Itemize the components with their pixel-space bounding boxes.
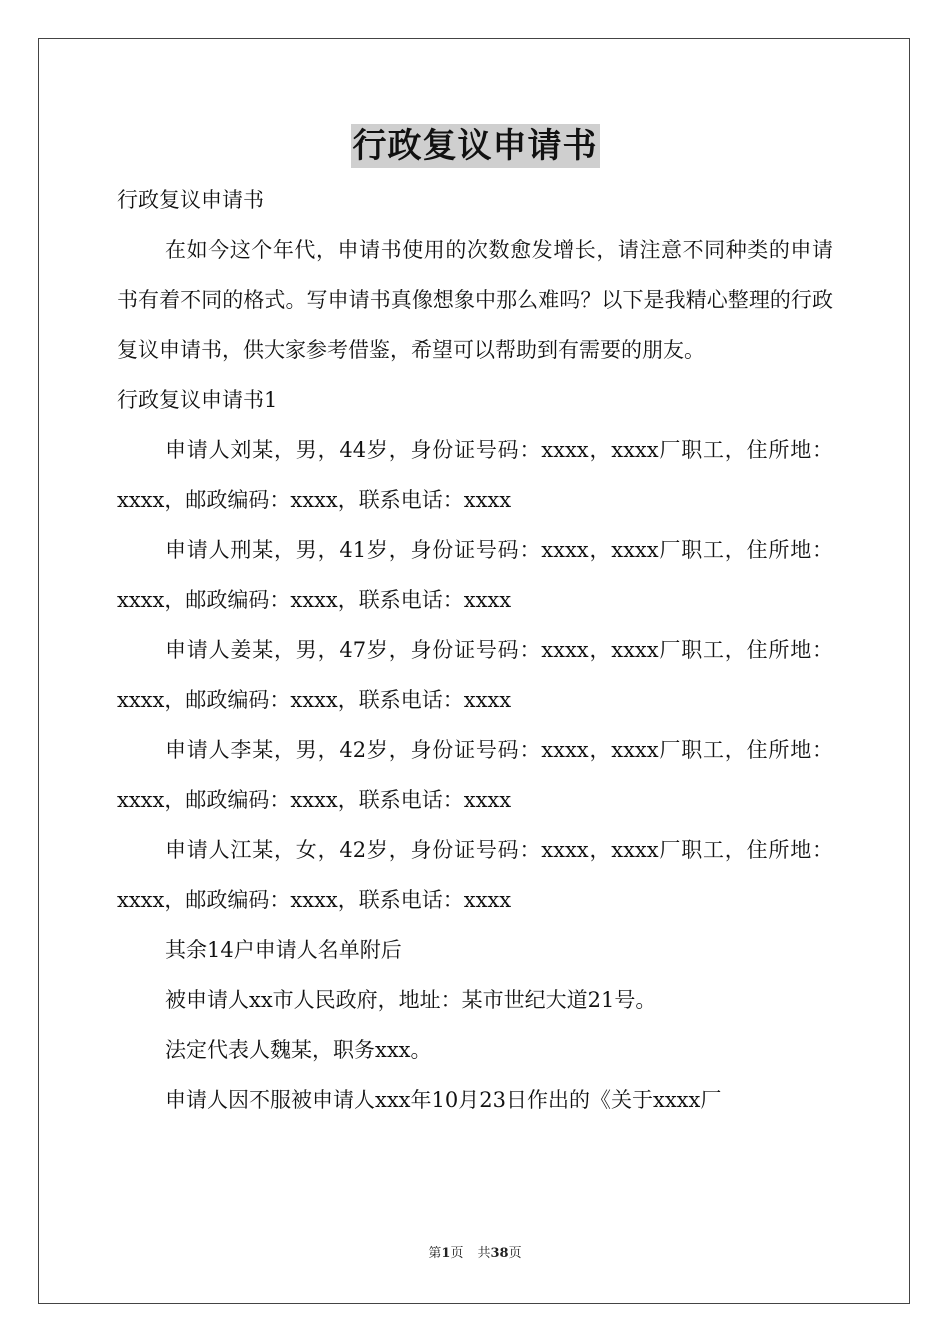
paragraph: 行政复议申请书1 (117, 388, 278, 412)
paragraph: 申请人姜某，男，47岁，身份证号码：xxxx，xxxx厂职工，住所地：xxxx，邮政编码：xxxx，联系电话：xxxx (117, 638, 833, 712)
total-pages-suffix: 页 (508, 1246, 522, 1261)
page-number-prefix: 第 (428, 1246, 442, 1261)
title-wrap (0, 124, 950, 168)
paragraph: 申请人刑某，男，41岁，身份证号码：xxxx，xxxx厂职工，住所地：xxxx，邮政编码：xxxx，联系电话：xxxx (117, 538, 833, 612)
document-title: 行政复议申请书 (352, 126, 598, 166)
paragraph: 在如今这个年代，申请书使用的次数愈发增长，请注意不同种类的申请书有着不同的格式。写申请书真像想象中那么难吗？以下是我精心整理的行政复议申请书，供大家参考借鉴，希望可以帮助到有需要的朋友。 (117, 238, 833, 362)
paragraph: 申请人因不服被申请人xxx年10月23日作出的《关于xxxx厂 (165, 1088, 722, 1112)
paragraph: 行政复议申请书 (117, 188, 264, 212)
total-pages-prefix: 共 (477, 1246, 491, 1261)
paragraph: 被申请人xx市人民政府，地址：某市世纪大道21号。 (165, 988, 657, 1012)
page-footer (0, 1244, 950, 1264)
paragraph: 法定代表人魏某，职务xxx。 (165, 1038, 432, 1062)
paragraph: 其余14户申请人名单附后 (165, 938, 402, 962)
current-page-number: 1 (441, 1246, 451, 1261)
paragraph: 申请人刘某，男，44岁，身份证号码：xxxx，xxxx厂职工，住所地：xxxx，邮政编码：xxxx，联系电话：xxxx (117, 438, 833, 512)
page-number-suffix: 页 (450, 1246, 464, 1261)
total-pages-number: 38 (490, 1246, 509, 1261)
paragraph: 申请人李某，男，42岁，身份证号码：xxxx，xxxx厂职工，住所地：xxxx，邮政编码：xxxx，联系电话：xxxx (117, 738, 833, 812)
paragraph: 申请人江某，女，42岁，身份证号码：xxxx，xxxx厂职工，住所地：xxxx，邮政编码：xxxx，联系电话：xxxx (117, 838, 833, 912)
document-body (117, 175, 833, 1125)
